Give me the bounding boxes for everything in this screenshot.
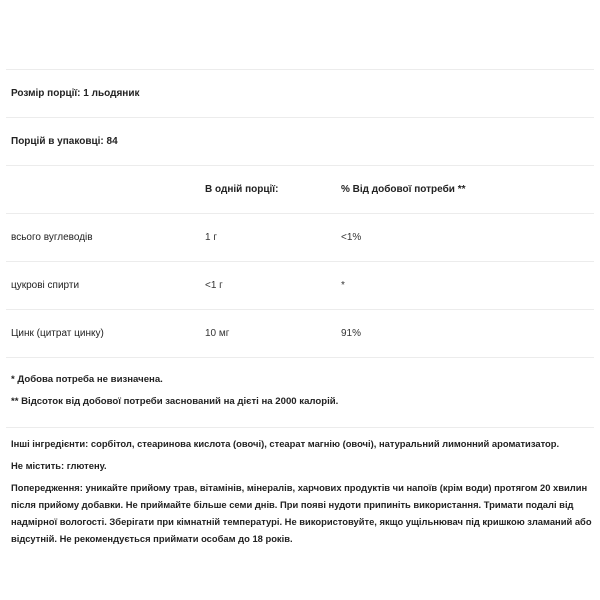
serving-size-row [6, 69, 594, 117]
daily-value-header: % Від добової потреби ** [341, 184, 466, 195]
nutrient-amount: <1 г [205, 280, 223, 291]
table-row [6, 309, 594, 357]
servings-per-container-row [6, 117, 594, 165]
warning-text: Попередження: уникайте прийому трав, вітамінів, мінералів, харчових продуктів чи напоїв (крім води) протягом 20 хвилин після прийому добавки. Не приймайте більше семи днів. При появі нудоти припиніть використання. Тримати подалі від надмірної вологості. Зберігати при кімнатній температурі. Не використовуйте, якщо ущільнювач під кришкою зламаний або відсутній. Не рекомендується приймати особам до 18 років. [11, 482, 592, 544]
nutrient-name: всього вуглеводів [11, 232, 93, 243]
footnotes [6, 357, 594, 427]
allergen-statement: Не містить: глютену. [11, 460, 107, 471]
table-row [6, 213, 594, 261]
nutrient-name: Цинк (цитрат цинку) [11, 328, 104, 339]
footnote-daily-value-basis: ** Відсоток від добової потреби заснований на дієті на 2000 калорій. [11, 396, 339, 407]
other-ingredients: Інші інгредієнти: сорбітол, стеаринова кислота (овочі), стеарат магнію (овочі), натуральний лимонний ароматизатор. [11, 438, 560, 449]
nutrient-name: цукрові спирти [11, 280, 80, 291]
nutrient-amount: 1 г [205, 232, 217, 243]
serving-size: Розмір порції: 1 льодяник [11, 88, 140, 99]
nutrient-daily-value: <1% [341, 232, 362, 243]
supplement-facts-panel [6, 69, 594, 547]
nutrient-amount: 10 мг [205, 328, 230, 339]
table-header-row [6, 165, 594, 213]
footnote-not-established: * Добова потреба не визначена. [11, 374, 163, 385]
nutrient-daily-value: * [341, 280, 345, 291]
ingredients-section [6, 427, 594, 547]
nutrient-daily-value: 91% [341, 328, 362, 339]
table-row [6, 261, 594, 309]
servings-per-container: Порцій в упаковці: 84 [11, 136, 118, 147]
per-serving-header: В одній порції: [205, 184, 279, 195]
